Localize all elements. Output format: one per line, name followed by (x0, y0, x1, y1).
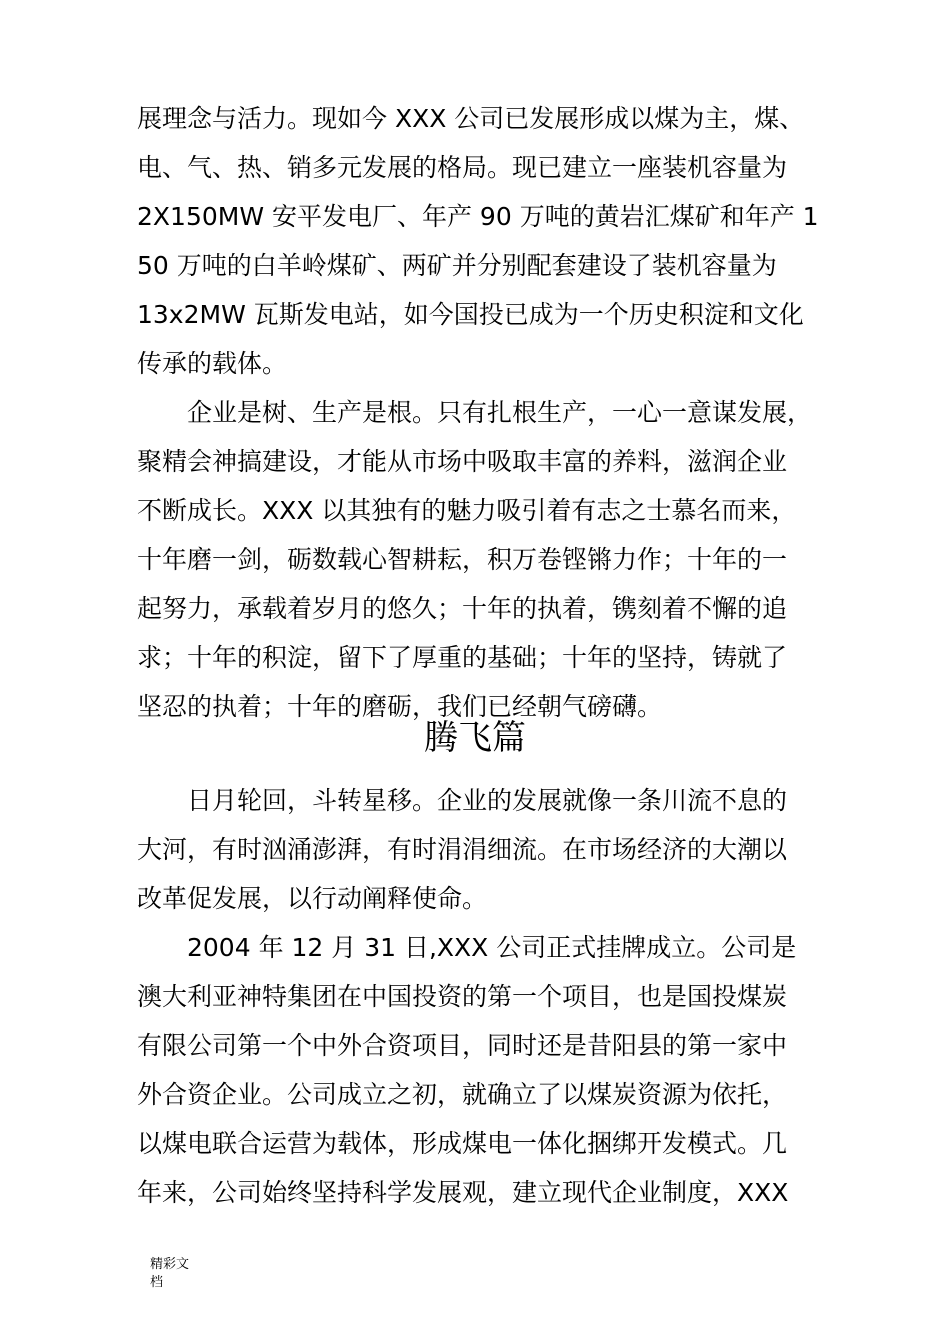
paragraph-4-line-1: 2004 年 12 月 31 日,XXX 公司正式挂牌成立。公司是 (187, 933, 797, 962)
paragraph-4-line-3: 有限公司第一个中外合资项目，同时还是昔阳县的第一家中 (137, 1031, 788, 1060)
paragraph-3-line-1: 日月轮回，斗转星移。企业的发展就像一条川流不息的 (187, 786, 788, 815)
paragraph-1-line-1: 展理念与活力。现如今 XXX 公司已发展形成以煤为主，煤、 (137, 104, 805, 133)
paragraph-3-line-2: 大河，有时汹涌澎湃，有时涓涓细流。在市场经济的大潮以 (137, 835, 788, 864)
paragraph-2-line-6: 求；十年的积淀，留下了厚重的基础；十年的坚持，铸就了 (137, 643, 788, 672)
paragraph-1-line-6: 传承的载体。 (137, 349, 288, 378)
paragraph-2-line-4: 十年磨一剑，砺数载心智耕耘，积万卷铿锵力作；十年的一 (137, 545, 788, 574)
paragraph-2-line-5: 起努力，承载着岁月的悠久；十年的执着，镌刻着不懈的追 (137, 594, 788, 623)
paragraph-2-line-2: 聚精会神搞建设，才能从市场中吸取丰富的养料，滋润企业 (137, 447, 788, 476)
page-footer (150, 1256, 210, 1292)
paragraph-2-line-3: 不断成长。XXX 以其独有的魅力吸引着有志之士慕名而来， (137, 496, 797, 525)
paragraph-2-line-7: 坚忍的执着；十年的磨砺，我们已经朝气磅礴。 (137, 692, 663, 721)
paragraph-3-line-3: 改革促发展，以行动阐释使命。 (137, 884, 488, 913)
paragraph-1-line-4: 50 万吨的白羊岭煤矿、两矿并分别配套建设了装机容量为 (137, 251, 777, 280)
paragraph-1-line-5: 13x2MW 瓦斯发电站，如今国投已成为一个历史积淀和文化 (137, 300, 804, 329)
paragraph-4-line-4: 外合资企业。公司成立之初，就确立了以煤炭资源为依托， (137, 1080, 788, 1109)
paragraph-1-line-3: 2X150MW 安平发电厂、年产 90 万吨的黄岩汇煤矿和年产 1 (137, 202, 819, 231)
paragraph-4-line-6: 年来，公司始终坚持科学发展观，建立现代企业制度，XXX (137, 1178, 789, 1207)
paragraph-4-line-2: 澳大利亚神特集团在中国投资的第一个项目，也是国投煤炭 (137, 982, 788, 1011)
paragraph-1-line-2: 电、气、热、销多元发展的格局。现已建立一座装机容量为 (137, 153, 788, 182)
paragraph-4-line-5: 以煤电联合运营为载体，形成煤电一体化捆绑开发模式。几 (137, 1129, 788, 1158)
footer-line-2: 档 (150, 1275, 164, 1290)
footer-line-1: 精彩文 (150, 1257, 190, 1272)
section-heading: 腾飞篇 (424, 718, 526, 758)
paragraph-2-line-1: 企业是树、生产是根。只有扎根生产，一心一意谋发展， (187, 398, 813, 427)
